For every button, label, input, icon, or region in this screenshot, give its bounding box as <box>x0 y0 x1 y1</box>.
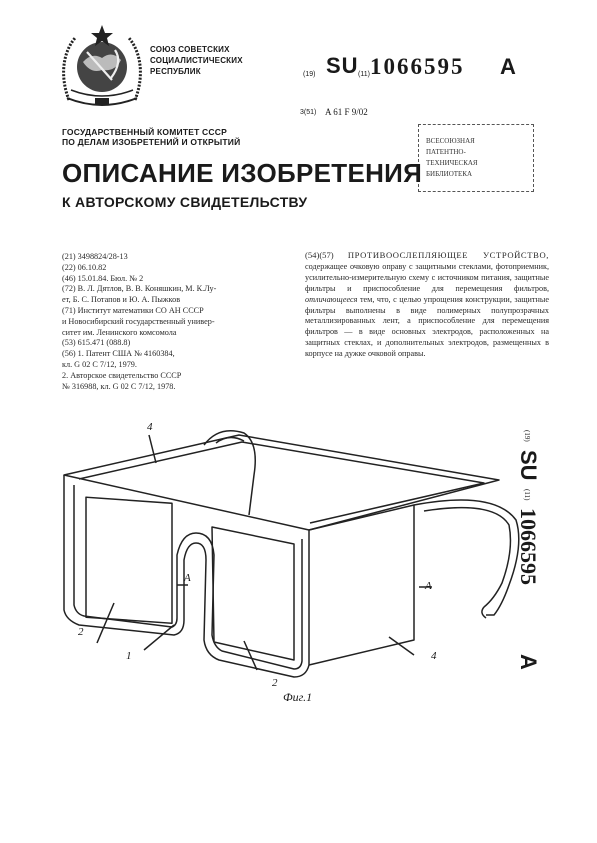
side-patent-number-text: 1066595 <box>516 508 541 585</box>
ipc-class: A 61 F 9/02 <box>325 107 368 117</box>
biblio-line: (56) 1. Патент США № 4160384, <box>62 349 175 359</box>
inid-code-11: (11) <box>358 71 370 78</box>
abstract-text-after: тем, что, с целью упрощения конструкции, защитные фильтры выполнены в виде полимерных полупрозрачных металлизированных лент, а приспособление для перемещения фильтров — в виде основных электродов, расположенных на защитных стеклах, и дополнительных электродов, размещенных в корпусе на дужке очковой оправы. <box>305 294 550 359</box>
callout-2: 2 <box>78 626 84 638</box>
side-country-code: SU <box>516 450 541 481</box>
biblio-line: (53) 615.471 (088.8) <box>62 338 131 348</box>
biblio-line: ет, Б. С. Потапов и Ю. А. Пыжков <box>62 295 181 305</box>
biblio-line: и Новосибирский государственный универ- <box>62 316 215 326</box>
committee-line: ПО ДЕЛАМ ИЗОБРЕТЕНИЙ И ОТКРЫТИЙ <box>62 137 241 147</box>
stamp-line: БИБЛИОТЕКА <box>426 170 473 178</box>
side-kind: A <box>516 654 541 670</box>
country-code: SU <box>326 53 359 78</box>
callout-4: 4 <box>431 650 437 662</box>
biblio-line: (72) В. Л. Дятлов, В. В. Коняшкин, М. К.Лу- <box>62 284 217 294</box>
ussr-emblem-icon <box>57 20 147 115</box>
abstract-title: ПРОТИВООСЛЕПЛЯЮЩЕЕ УСТРОЙСТВО, <box>347 250 549 260</box>
callout-4: 4 <box>147 421 153 433</box>
patent-number: 1066595 <box>370 54 465 79</box>
biblio-line: (22) 06.10.82 <box>62 262 107 272</box>
biblio-line: кл. G 02 C 7/12, 1979. <box>62 359 137 369</box>
abstract <box>305 250 549 360</box>
biblio-line: (46) 15.01.84. Бюл. № 2 <box>62 273 144 283</box>
biblio-line: ситет им. Ленинского комсомола <box>62 327 177 337</box>
biblio-line: № 316988, кл. G 02 C 7/12, 1978. <box>62 381 176 391</box>
side-inid-11: (11) <box>523 489 531 501</box>
callout-1: 1 <box>126 650 132 662</box>
document-kind: A <box>500 54 516 79</box>
agency-line: СОЮЗ СОВЕТСКИХ <box>150 45 230 54</box>
document-subtitle: К АВТОРСКОМУ СВИДЕТЕЛЬСТВУ <box>62 194 308 210</box>
biblio-line: (21) 3498824/28-13 <box>62 252 128 261</box>
callout-a: A <box>184 572 191 584</box>
committee-line: ГОСУДАРСТВЕННЫЙ КОМИТЕТ СССР <box>62 127 227 137</box>
ipc-inid-code: 3(51) <box>300 109 317 116</box>
callout-a: A <box>425 580 432 592</box>
document-title: ОПИСАНИЕ ИЗОБРЕТЕНИЯ <box>62 158 423 188</box>
inid-code-19: (19) <box>303 71 316 78</box>
callout-2: 2 <box>272 677 278 689</box>
stamp-line: ТЕХНИЧЕСКАЯ <box>426 159 478 167</box>
biblio-line: 2. Авторское свидетельство СССР <box>62 370 182 380</box>
figure-caption: Фиг.1 <box>283 690 313 704</box>
library-stamp-text <box>426 136 526 180</box>
glasses-drawing <box>54 415 529 715</box>
abstract-keyword: отличающееся <box>305 294 358 304</box>
abstract-text-before: содержащее очковую оправу с защитными стеклами, фотоприемник, усилительно-измерительную схему с источником питания, защитные фильтры и приспособление для перемещения фильтров, <box>305 261 549 293</box>
agency-line: РЕСПУБЛИК <box>150 67 201 76</box>
abstract-inid-code: (54)(57) <box>305 250 334 260</box>
bibliographic-data <box>62 252 294 392</box>
biblio-line: (71) Институт математики СО АН СССР <box>62 305 204 315</box>
stamp-line: ПАТЕНТНО- <box>426 148 466 156</box>
side-inid-19: (19) <box>523 430 531 442</box>
stamp-line: ВСЕСОЮЗНАЯ <box>426 137 475 145</box>
agency-line: СОЦИАЛИСТИЧЕСКИХ <box>150 56 243 65</box>
